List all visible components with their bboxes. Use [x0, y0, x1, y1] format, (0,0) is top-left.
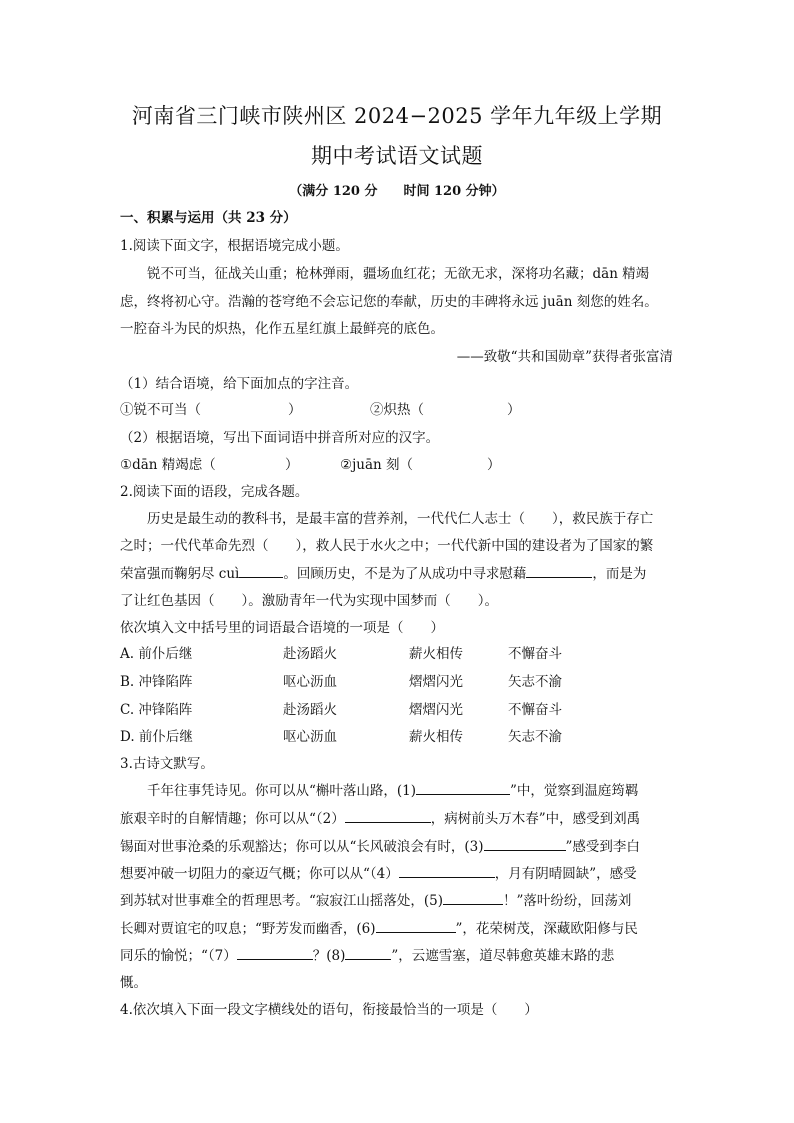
q1-paragraph-line1: 锐不可当，征战关山重；枪林弹雨，疆场血红花；无欲无求，深将功名藏；dān 精竭 — [147, 266, 650, 282]
q3-line7 — [120, 944, 614, 964]
q1-sub2-item-b-close: ） — [487, 457, 501, 473]
q3-line6-part2: ”，花荣树茂，深藏欧阳修与民 — [455, 921, 638, 937]
option-d-label[interactable]: D. 前仆后继 — [120, 729, 193, 745]
q3-line5 — [120, 889, 631, 909]
q1-sub1-item-b: ②炽热（ — [370, 402, 424, 418]
q1-paragraph-line3: 一腔奋斗为民的炽热，化作五星红旗上最鲜亮的底色。 — [120, 321, 444, 337]
q3-line2-part1: 旅艰辛时的自解情趣；你可以从“（2） — [120, 811, 345, 827]
option-a-word2: 赴汤蹈火 — [283, 646, 337, 662]
answer-blank[interactable] — [239, 564, 283, 578]
answer-blank[interactable] — [416, 781, 510, 795]
option-b-word2: 呕心沥血 — [283, 674, 337, 690]
option-c-word4: 不懈奋斗 — [508, 702, 562, 718]
q3-line3 — [120, 835, 640, 855]
q2-paragraph-line2: 之时；一代代革命先烈（ ），救人民于水火之中；一代代新中国的建设者为了国家的繁 — [120, 538, 654, 554]
q3-line8: 慨。 — [120, 975, 147, 991]
q3-line1 — [147, 779, 638, 799]
answer-blank[interactable] — [526, 564, 592, 578]
option-a-label[interactable]: A. 前仆后继 — [120, 646, 193, 662]
q3-line5-part1: 到苏轼对世事难全的哲理思考。“寂寂江山摇落处，(5) — [120, 893, 444, 909]
q3-line1-part2: ”中，觉察到温庭筠羁 — [510, 783, 639, 799]
option-b-label[interactable]: B. 冲锋陷阵 — [120, 674, 193, 690]
q3-line6-part1: 长卿对贾谊宅的叹息；“野芳发而幽香，(6) — [120, 921, 376, 937]
option-c-label[interactable]: C. 冲锋陷阵 — [120, 702, 193, 718]
q2-line3-part3: ，而是为 — [592, 566, 647, 582]
q1-stem: 1.阅读下面文字，根据语境完成小题。 — [120, 238, 349, 254]
option-d-word2: 呕心沥血 — [283, 729, 337, 745]
answer-blank[interactable] — [443, 891, 503, 905]
q1-sub2-item-a: ①dān 精竭虑（ — [120, 457, 216, 473]
q2-paragraph-line4: 了让红色基因（ ）。激励青年一代为实现中国梦而（ ）。 — [120, 593, 498, 609]
q2-line3-part1: 荣富强而鞠躬尽 cuì — [120, 566, 240, 582]
q1-sub1-prompt: （1）结合语境，给下面加点的字注音。 — [120, 376, 359, 392]
q1-paragraph-line2: 虑，终将初心守。浩瀚的苍穹绝不会忘记您的奉献，历史的丰碑将永远 juān 刻您的姓名。 — [120, 294, 658, 310]
option-b-word4: 矢志不渝 — [508, 674, 562, 690]
q3-line7-part3: ”，云遮雪塞，道尽韩愈英雄末路的悲 — [391, 948, 615, 964]
option-b-word3: 熠熠闪光 — [409, 674, 463, 690]
q3-line4-part2: ，月有阴晴圆缺”，感受 — [494, 866, 637, 882]
exam-subtitle: （满分 120 分 时间 120 分钟） — [289, 184, 505, 199]
section-heading: 一、积累与运用（共 23 分） — [120, 210, 297, 226]
q3-line2-part2: ，病树前头万木春”中，感受到刘禹 — [430, 811, 641, 827]
q1-sub2-item-a-close: ） — [285, 457, 299, 473]
q3-line2 — [120, 807, 640, 827]
q1-sub2-item-b: ②juān 刻（ — [340, 457, 414, 473]
q3-line5-part2: ！”落叶纷纷，回荡刘 — [503, 893, 632, 909]
q2-stem: 2.阅读下面的语段，完成各题。 — [120, 484, 309, 500]
answer-blank[interactable] — [237, 946, 313, 960]
q3-stem: 3.古诗文默写。 — [120, 756, 214, 772]
q1-sub1-item-a-close: ） — [288, 402, 302, 418]
q2-line3-part2: 。回顾历史，不是为了从成功中寻求慰藉 — [283, 566, 527, 582]
q3-line6 — [120, 917, 638, 937]
q3-line3-part1: 锡面对世事沧桑的乐观豁达；你可以从“长风破浪会有时，(3) — [120, 839, 484, 855]
answer-blank[interactable] — [345, 809, 431, 823]
exam-title-line1: 河南省三门峡市陕州区 2024−2025 学年九年级上学期 — [131, 104, 663, 128]
option-a-word4: 不懈奋斗 — [508, 646, 562, 662]
q3-line3-part2: ”感受到李白 — [565, 839, 640, 855]
q1-sub1-item-b-close: ） — [507, 402, 521, 418]
q3-line4-part1: 想要冲破一切阻力的豪迈气概；你可以从“（4） — [120, 866, 399, 882]
q2-question: 依次填入文中括号里的词语最合语境的一项是（ ） — [120, 620, 444, 636]
q2-paragraph-line3 — [120, 562, 646, 582]
option-c-word3: 熠熠闪光 — [409, 702, 463, 718]
q1-sub1-item-a: ①锐不可当（ — [120, 402, 201, 418]
q1-source: ——致敬“共和国勋章”获得者张富清 — [456, 349, 673, 365]
q3-line1-part1: 千年往事凭诗见。你可以从“槲叶落山路，(1) — [147, 783, 417, 799]
answer-blank[interactable] — [345, 946, 391, 960]
answer-blank[interactable] — [376, 919, 456, 933]
q3-line7-part1: 同乐的愉悦；“（7） — [120, 948, 237, 964]
q3-line7-part2: ？(8) — [312, 948, 346, 964]
q4-stem: 4.依次填入下面一段文字横线处的语句，衔接最恰当的一项是（ ） — [120, 1002, 538, 1018]
answer-blank[interactable] — [399, 864, 495, 878]
answer-blank[interactable] — [484, 837, 566, 851]
option-d-word4: 矢志不渝 — [508, 729, 562, 745]
option-d-word3: 薪火相传 — [409, 729, 463, 745]
q2-paragraph-line1: 历史是最生动的教科书，是最丰富的营养剂，一代代仁人志士（ ），救民族于存亡 — [147, 511, 654, 527]
option-a-word3: 薪火相传 — [409, 646, 463, 662]
q1-sub2-prompt: （2）根据语境，写出下面词语中拼音所对应的汉字。 — [120, 430, 440, 446]
option-c-word2: 赴汤蹈火 — [283, 702, 337, 718]
q3-line4 — [120, 862, 637, 882]
exam-title-line2: 期中考试语文试题 — [311, 144, 483, 168]
